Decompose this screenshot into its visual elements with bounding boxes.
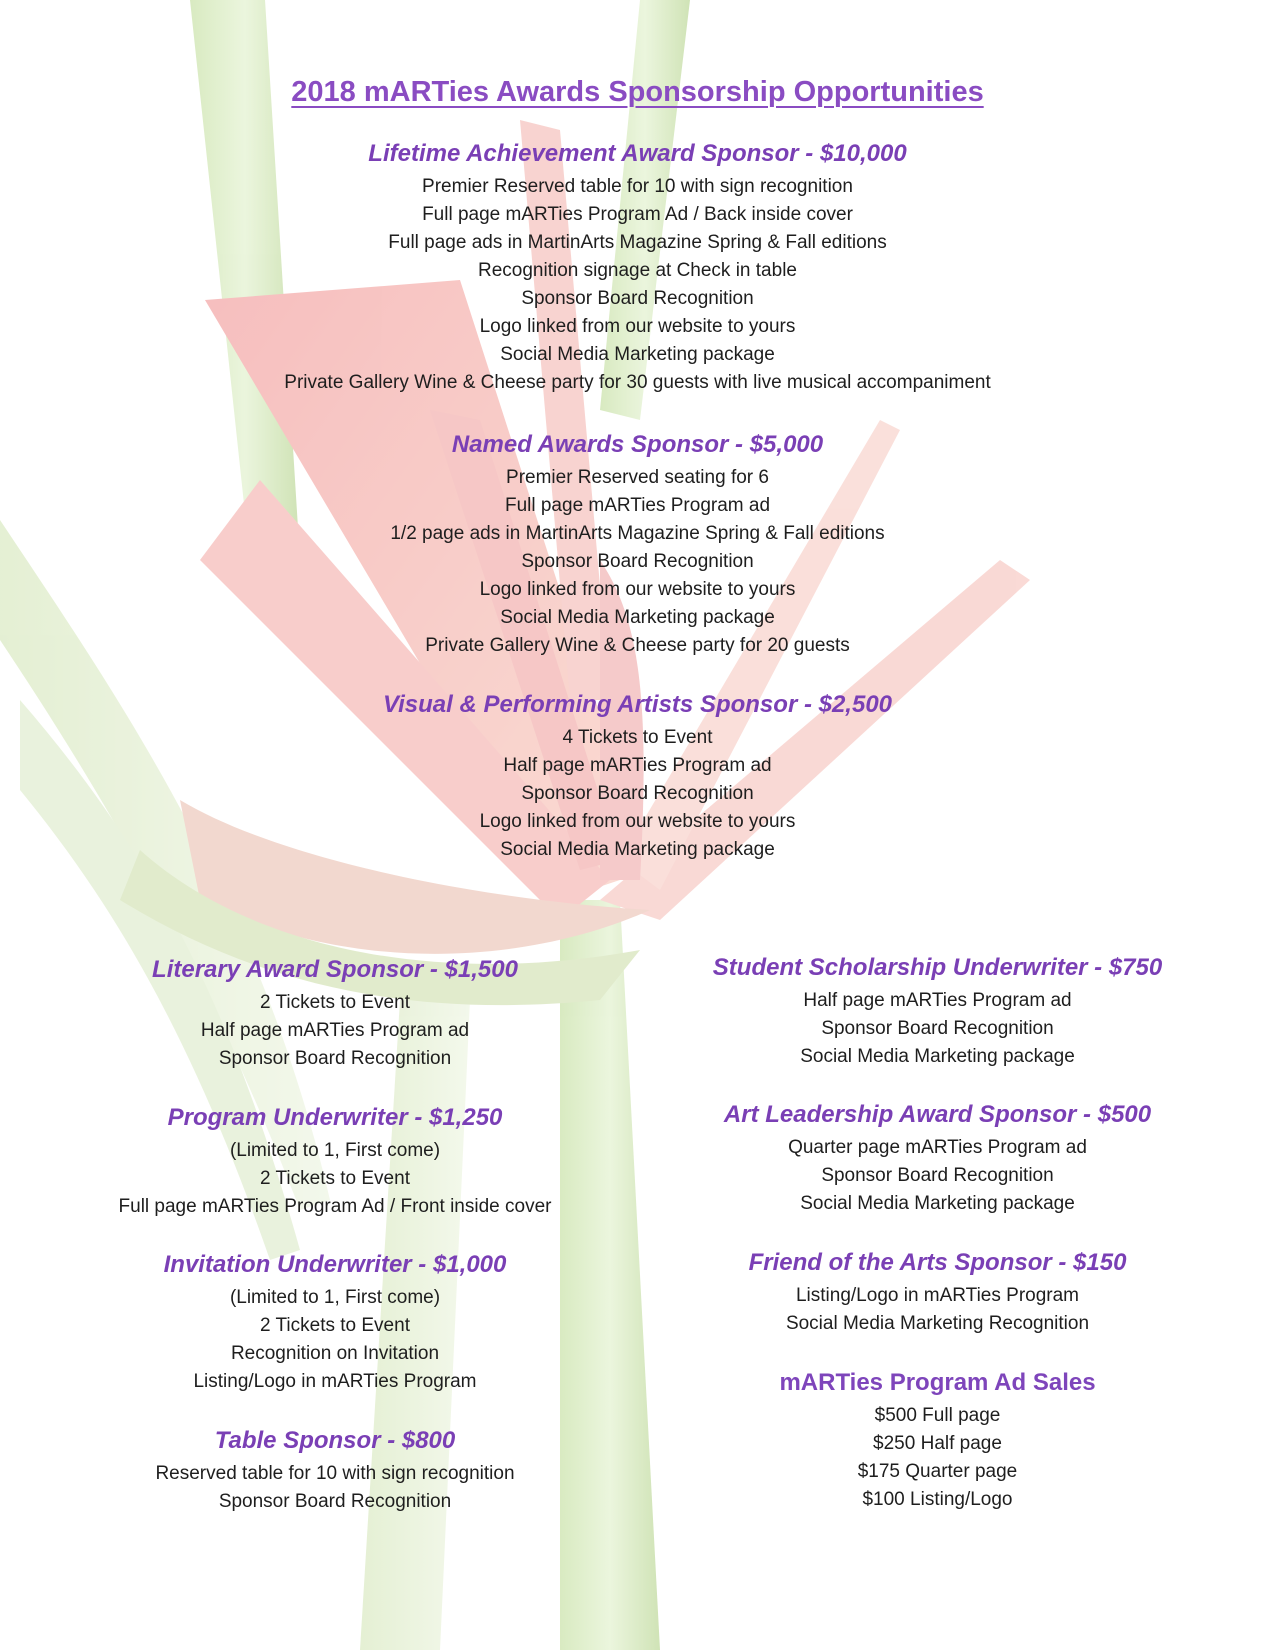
price-item: $100 Listing/Logo xyxy=(862,1489,1013,1510)
benefit-list xyxy=(40,1137,630,1221)
invitation-underwriter-section xyxy=(40,1250,630,1396)
benefit-item: 2 Tickets to Event xyxy=(260,992,410,1013)
program-ad-sales-section xyxy=(640,1368,1235,1514)
benefit-item: Listing/Logo in mARTies Program xyxy=(193,1371,477,1392)
benefit-item: 4 Tickets to Event xyxy=(562,727,713,748)
benefit-item: (Limited to 1, First come) xyxy=(229,1287,441,1308)
price-list xyxy=(640,1402,1235,1514)
benefit-list xyxy=(40,1460,630,1516)
section-heading: Literary Award Sponsor - $1,500 xyxy=(152,956,518,983)
benefit-item: Social Media Marketing package xyxy=(800,1193,1075,1214)
benefit-item: Half page mARTies Program ad xyxy=(200,1020,470,1041)
section-heading: Table Sponsor - $800 xyxy=(214,1427,456,1454)
section-heading: Student Scholarship Underwriter - $750 xyxy=(712,954,1163,981)
benefit-item: Social Media Marketing package xyxy=(500,344,775,365)
benefit-item: Full page mARTies Program Ad / Front inside cover xyxy=(118,1196,552,1217)
benefit-item: Sponsor Board Recognition xyxy=(521,551,754,572)
benefit-item: Sponsor Board Recognition xyxy=(218,1048,452,1069)
student-scholarship-section xyxy=(640,953,1235,1071)
benefit-item: Recognition on Invitation xyxy=(230,1343,440,1364)
benefit-item: 2 Tickets to Event xyxy=(260,1168,410,1189)
section-heading: Named Awards Sponsor - $5,000 xyxy=(451,431,824,458)
benefit-list xyxy=(0,724,1275,864)
benefit-item: (Limited to 1, First come) xyxy=(229,1140,441,1161)
benefit-item: Premier Reserved seating for 6 xyxy=(506,467,769,488)
section-heading: Visual & Performing Artists Sponsor - $2,500 xyxy=(382,691,893,718)
benefit-item: Full page mARTies Program Ad / Back inside cover xyxy=(422,204,853,225)
section-heading: Lifetime Achievement Award Sponsor - $10,000 xyxy=(368,140,907,167)
art-leadership-section xyxy=(640,1100,1235,1218)
benefit-item: 2 Tickets to Event xyxy=(260,1315,410,1336)
benefit-item: Private Gallery Wine & Cheese party for 20 guests xyxy=(425,635,850,656)
benefit-list xyxy=(0,464,1275,660)
program-underwriter-section xyxy=(40,1103,630,1221)
benefit-item: Social Media Marketing package xyxy=(800,1046,1075,1067)
lifetime-achievement-section xyxy=(0,139,1275,397)
benefit-item: 1/2 page ads in MartinArts Magazine Spring & Fall editions xyxy=(390,523,885,544)
named-awards-section xyxy=(0,430,1275,660)
price-item: $175 Quarter page xyxy=(857,1461,1018,1482)
section-heading: Art Leadership Award Sponsor - $500 xyxy=(723,1101,1152,1128)
benefit-item: Logo linked from our website to yours xyxy=(479,316,796,337)
benefit-item: Logo linked from our website to yours xyxy=(479,811,796,832)
benefit-list xyxy=(640,987,1235,1071)
benefit-item: Sponsor Board Recognition xyxy=(521,288,754,309)
benefit-item: Social Media Marketing Recognition xyxy=(785,1313,1090,1334)
price-item: $250 Half page xyxy=(873,1433,1002,1454)
benefit-item: Full page mARTies Program ad xyxy=(504,495,771,516)
visual-performing-section xyxy=(0,690,1275,864)
benefit-item: Listing/Logo in mARTies Program xyxy=(795,1285,1079,1306)
benefit-item: Sponsor Board Recognition xyxy=(821,1165,1054,1186)
benefit-item: Reserved table for 10 with sign recognition xyxy=(155,1463,515,1484)
section-heading: mARTies Program Ad Sales xyxy=(779,1369,1096,1396)
page-title: 2018 mARTies Awards Sponsorship Opportunities xyxy=(291,76,984,108)
benefit-list xyxy=(640,1282,1235,1338)
benefit-item: Sponsor Board Recognition xyxy=(521,783,754,804)
benefit-item: Social Media Marketing package xyxy=(500,607,775,628)
benefit-item: Full page ads in MartinArts Magazine Spring & Fall editions xyxy=(388,232,887,253)
benefit-item: Sponsor Board Recognition xyxy=(821,1018,1054,1039)
section-heading: Friend of the Arts Sponsor - $150 xyxy=(748,1249,1127,1276)
table-sponsor-section xyxy=(40,1426,630,1516)
benefit-list xyxy=(640,1134,1235,1218)
section-heading: Invitation Underwriter - $1,000 xyxy=(163,1251,507,1278)
benefit-item: Social Media Marketing package xyxy=(500,839,775,860)
section-heading: Program Underwriter - $1,250 xyxy=(167,1104,503,1131)
benefit-item: Half page mARTies Program ad xyxy=(503,755,772,776)
benefit-item: Quarter page mARTies Program ad xyxy=(788,1137,1087,1158)
benefit-item: Premier Reserved table for 10 with sign recognition xyxy=(422,176,853,197)
friend-of-arts-section xyxy=(640,1248,1235,1338)
benefit-list xyxy=(40,989,630,1073)
literary-award-section xyxy=(40,955,630,1073)
benefit-item: Logo linked from our website to yours xyxy=(479,579,796,600)
benefit-item: Recognition signage at Check in table xyxy=(478,260,797,281)
benefit-list xyxy=(40,1284,630,1396)
benefit-item: Private Gallery Wine & Cheese party for 30 guests with live musical accompaniment xyxy=(284,372,991,393)
price-item: $500 Full page xyxy=(874,1405,1001,1426)
benefit-item: Sponsor Board Recognition xyxy=(218,1491,452,1512)
benefit-list xyxy=(0,173,1275,397)
benefit-item: Half page mARTies Program ad xyxy=(803,990,1072,1011)
